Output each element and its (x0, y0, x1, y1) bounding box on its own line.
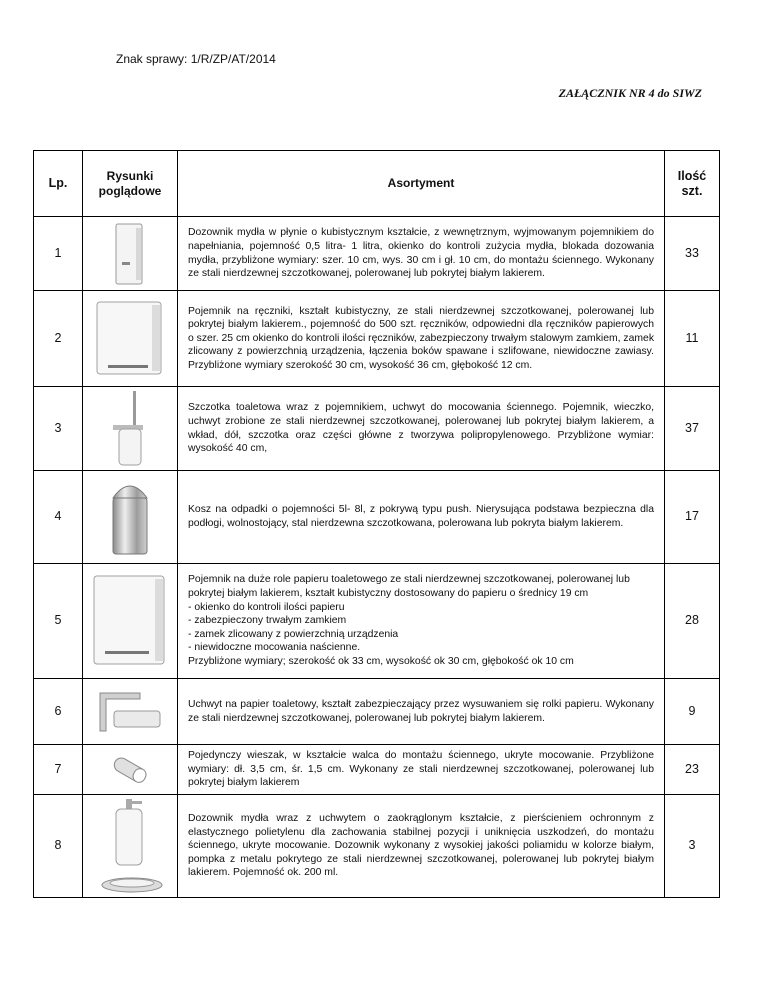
table-row (34, 291, 720, 387)
description-line: - zabezpieczony trwałym zamkiem (188, 615, 347, 627)
row-quantity: 9 (665, 679, 720, 745)
row-description: Uchwyt na papier toaletowy, kształt zabezpieczający przez wysuwaniem się rolki papieru. Wykonany ze stali nierdzewnej szczotkowanej, polerowanej lub pokrytej białym lakierem. (178, 679, 665, 745)
row-quantity: 28 (665, 564, 720, 679)
col-qty: Ilość szt. (665, 151, 720, 217)
row-number: 3 (34, 387, 83, 471)
row-number: 6 (34, 679, 83, 745)
waste-bin-image (105, 476, 155, 558)
row-number: 8 (34, 795, 83, 898)
toilet-brush-image (105, 389, 155, 469)
row-description: Pojedynczy wieszak, w kształcie walca do montażu ściennego, ukryte mocowanie. Przybliżone wymiary: dł. 3,5 cm, śr. 1,5 cm. Wykonany ze stali nierdzewnej szczotkowanej, polerowanej lub pokrytej białym lakierem (178, 745, 665, 795)
row-description: Dozownik mydła w płynie o kubistycznym kształcie, z wewnętrznym, wyjmowanym pojemnikiem do napełniania, pojemność 0,5 litra- 1 litra, okienko do kontroli zużycia mydła, blokada dozowania mydła, przybliżone wymiary: szer. 10 cm, wys. 30 cm i gł. 10 cm, do montażu ściennego. Wykonany ze stali nierdzewnej szczotkowanej, polerowanej lub pokrytej białym lakierem. (178, 217, 665, 291)
row-description: Pojemnik na ręczniki, kształt kubistyczny, ze stali nierdzewnej szczotkowanej, polerowanej lub pokrytej białym lakierem., pojemność do 500 szt. ręczników, odpowiedni dla ręczników papierowych o szer. 25 cm okienko do kontroli ilości ręczników, zabezpieczony trwałym stalowym zamkiem, zamek zlicowany z powierzchnią urządzenia, łączenia boków spawane i szlifowane, niewidoczne zawiasy. Przybliżone wymiary szerokość 30 cm, wysokość 36 cm, głębokość 12 cm. (178, 291, 665, 387)
description-line: Przybliżone wymiary; szerokość ok 33 cm, wysokość ok 30 cm, głębokość ok 10 cm (188, 655, 574, 667)
table-row (34, 471, 720, 564)
row-description: Dozownik mydła wraz z uchwytem o zaokrąglonym kształcie, z pierścieniem ochronnym z elastycznego polietylenu dla zachowania stabilnej pozycji i uniknięcia uszkodzeń, do montażu ściennego, ukryte mocowanie. Dozownik wykonany z wysokiej jakości poliamidu w kolorze białym, pompka z metalu pokrytego ze stali nierdzewnej szczotkowanej, polerowanej lub pokrytej białym lakierem. Pojemność ok. 200 ml. (178, 795, 665, 898)
row-number: 1 (34, 217, 83, 291)
toilet-paper-container-image (91, 573, 169, 669)
col-lp: Lp. (34, 151, 83, 217)
row-number: 2 (34, 291, 83, 387)
row-description: Szczotka toaletowa wraz z pojemnikiem, uchwyt do mocowania ściennego. Pojemnik, wieczko, uchwyt zrobione ze stali nierdzewnej szczotkowanej, polerowanej lub pokrytej białym lakierem, a wkład, dół, szczotka oraz części główne z tworzywa polipropylenowego. Przybliżone wymiar: wysokość 40 cm, (178, 387, 665, 471)
table-header-row (34, 151, 720, 217)
row-quantity: 11 (665, 291, 720, 387)
table-row (34, 795, 720, 898)
case-number: Znak sprawy: 1/R/ZP/AT/2014 (116, 52, 276, 66)
hook-image (105, 751, 155, 789)
towel-dispenser-image (94, 299, 166, 379)
description-line: - okienko do kontroli ilości papieru (188, 601, 345, 613)
row-description (178, 564, 665, 679)
row-quantity: 37 (665, 387, 720, 471)
table-row (34, 745, 720, 795)
col-images: Rysunki poglądowe (83, 151, 178, 217)
row-quantity: 17 (665, 471, 720, 564)
col-assortment: Asortyment (178, 151, 665, 217)
table-row (34, 564, 720, 679)
table-row (34, 679, 720, 745)
annex-title: ZAŁĄCZNIK NR 4 do SIWZ (558, 86, 702, 100)
description-line: - niewidoczne mocowania naścienne. (188, 642, 361, 654)
row-number: 5 (34, 564, 83, 679)
row-quantity: 23 (665, 745, 720, 795)
description-line: Pojemnik na duże role papieru toaletowego ze stali nierdzewnej szczotkowanej, polerowanej lub pokrytej białym lakierem, kształt kubistyczny dostosowany do papieru o średnicy 19 cm (188, 574, 630, 600)
row-quantity: 3 (665, 795, 720, 898)
row-description: Kosz na odpadki o pojemności 5l- 8l, z pokrywą typu push. Nierysująca podstawa bezpieczna dla podłogi, wolnostojący, stal nierdzewna szczotkowana, polerowana lub pokryta białym lakierem. (178, 471, 665, 564)
description-line: - zamek zlicowany z powierzchnią urządzenia (188, 628, 399, 640)
paper-holder-image (94, 687, 166, 737)
table-row (34, 387, 720, 471)
row-quantity: 33 (665, 217, 720, 291)
soap-dispenser-image (110, 222, 150, 286)
row-number: 7 (34, 745, 83, 795)
row-number: 4 (34, 471, 83, 564)
assortment-table (33, 150, 720, 898)
pump-dispenser-image (94, 797, 166, 895)
table-row (34, 217, 720, 291)
